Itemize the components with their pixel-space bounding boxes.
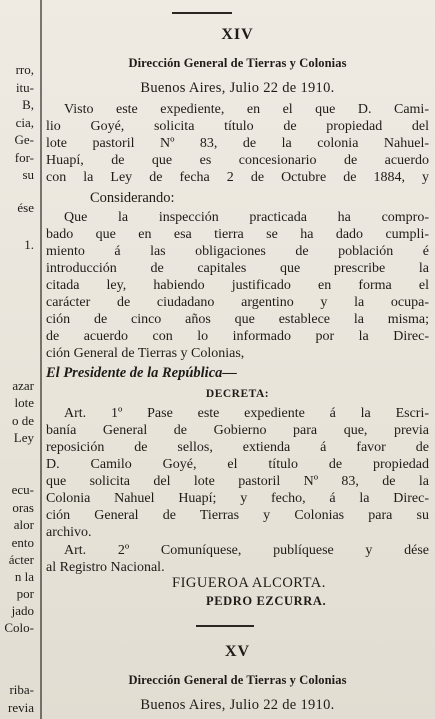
paragraph-line: Visto este expediente, en el que D. Cami- <box>64 102 429 117</box>
section-heading: Dirección General de Tierras y Colonias <box>128 56 347 70</box>
left-fragment: su <box>22 167 34 182</box>
left-fragment: revia <box>8 700 34 715</box>
left-fragment: Colo- <box>4 620 34 635</box>
column-divider <box>40 0 42 719</box>
left-fragment: alor <box>13 517 34 532</box>
article-line: reposición de sellos, extienda á favor de <box>46 440 429 455</box>
paragraph-line: con la Ley de fecha 2 de Octubre de 1884, y <box>46 170 429 185</box>
left-fragment: ento <box>11 535 34 550</box>
left-fragment: Ley <box>13 430 34 445</box>
left-fragment: ése <box>17 200 34 215</box>
left-fragment: n la <box>14 569 34 584</box>
section-rule <box>196 625 254 627</box>
left-fragment: o de <box>11 413 34 428</box>
considerando-line: introducción de capitales que prescribe la <box>46 261 429 276</box>
considerando-line: Que la inspección practicada ha compro- <box>64 210 429 225</box>
left-fragment: ácter <box>8 552 34 567</box>
president-line: El Presidente de la República— <box>46 365 237 381</box>
paragraph-line: lio Goyé, solicita título de propiedad del <box>46 119 429 134</box>
considerando-heading: Considerando: <box>90 190 175 206</box>
paragraph-line: lote pastoril Nº 83, de la colonia Nahuel- <box>46 136 429 151</box>
article-line: que solicita del lote pastoril Nº 83, de la <box>46 474 429 489</box>
paragraph-line: Huapí, de que es concesionario de acuerdo <box>46 153 429 168</box>
article-line: Art. 2º Comuníquese, publíquese y dése <box>64 543 429 558</box>
section-numeral: XIV <box>221 26 254 43</box>
considerando-line: ción General de Tierras y Colonias, <box>46 346 245 361</box>
considerando-line: ción de cinco años que establece la misma; <box>46 312 429 327</box>
left-fragment: azar <box>12 378 34 393</box>
considerando-line: de acuerdo con lo informado por la Direc- <box>46 329 429 344</box>
article-line: archivo. <box>46 525 92 540</box>
considerando-line: citada ley, habiendo justificado en forma el <box>46 278 429 293</box>
left-fragment: B, <box>22 97 34 112</box>
considerando-line: carácter de ciudadano argentino y la ocupa- <box>46 295 429 310</box>
date-line: Buenos Aires, Julio 22 de 1910. <box>140 80 335 96</box>
left-fragment: cia, <box>15 115 34 130</box>
article-line: ción General de Tierras y Colonias para su <box>46 508 429 523</box>
left-fragment: Ge- <box>14 132 34 147</box>
left-fragment: 1. <box>24 237 34 252</box>
article-line: Colonia Nahuel Huapí; y fecho, á la Direc- <box>46 491 429 506</box>
article-line: banía General de Gobierno para que, previa <box>46 423 429 438</box>
date-line: Buenos Aires, Julio 22 de 1910. <box>140 697 335 713</box>
top-rule <box>172 12 232 14</box>
section-heading: Dirección General de Tierras y Colonias <box>128 673 347 687</box>
left-fragment: itu- <box>15 80 34 95</box>
article-line: Art. 1º Pase este expediente á la Escri- <box>64 406 429 421</box>
left-fragment: por <box>16 586 34 601</box>
decreta-heading: DECRETA: <box>205 388 270 400</box>
left-fragment: riba- <box>9 682 34 697</box>
left-fragment: oras <box>12 500 34 515</box>
considerando-line: miento á las obligaciones de población é <box>46 244 429 259</box>
left-column-fragments <box>0 0 38 719</box>
signature-president: FIGUEROA ALCORTA. <box>172 575 326 591</box>
article-line: D. Camilo Goyé, el título de propiedad <box>46 457 429 472</box>
document-column <box>46 0 429 719</box>
left-fragment: jado <box>11 603 34 618</box>
considerando-line: bado que en esa tierra se ha dado cumpli- <box>46 227 429 242</box>
left-fragment: rro, <box>15 62 34 77</box>
left-fragment: for- <box>14 150 34 165</box>
section-numeral: XV <box>224 643 251 660</box>
signature-minister: PEDRO EZCURRA. <box>206 594 327 608</box>
article-line: al Registro Nacional. <box>46 560 165 575</box>
left-fragment: lote <box>14 395 34 410</box>
left-fragment: ecu- <box>11 482 34 497</box>
